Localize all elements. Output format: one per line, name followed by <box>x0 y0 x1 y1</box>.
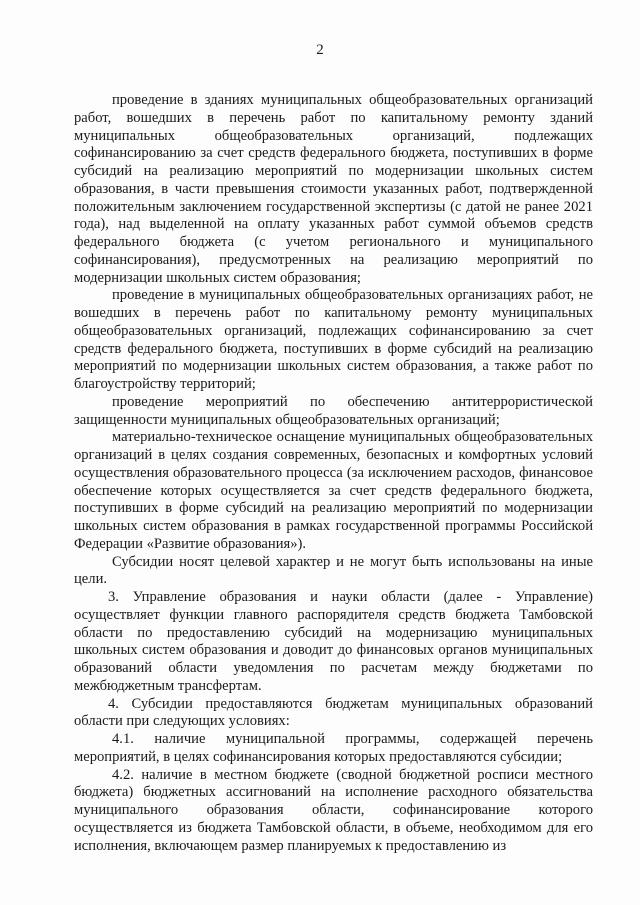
paragraph-non-listed-works: проведение в муниципальных общеобразовательных организациях работ, не вошедших в перечень работ по капитальному ремонту муниципальных общеобразовательных организаций, подлежащих софинансированию за счет средств федерального бюджета, поступивших в форме субсидий на реализацию мероприятий по модернизации школьных систем образования, а также работ по благоустройству территорий; <box>74 287 593 392</box>
paragraph-antiterror-measures: проведение мероприятий по обеспечению антитеррористической защищенности муниципальных общеобразовательных организаций; <box>74 393 593 428</box>
paragraph-item-4-1: 4.1. наличие муниципальной программы, содержащей перечень мероприятий, в целях софинансирования которых предоставляются субсидии; <box>74 731 593 765</box>
paragraph-item-4-2: 4.2. наличие в местном бюджете (сводной бюджетной росписи местного бюджета) бюджетных ассигнований на исполнение расходного обязательства муниципального образования области, софинансирование которого осуществляется из бюджета Тамбовской области, в объеме, необходимом для его исполнения, включающем размер планируемых к предоставлению из <box>74 766 593 854</box>
paragraph-material-equipment: материально-техническое оснащение муниципальных общеобразовательных организаций в целях создания современных, безопасных и комфортных условий осуществления образовательного процесса (за исключением расходов, финансовое обеспечение которых осуществляется за счет средств федерального бюджета, поступивших в форме субсидий на реализацию мероприятий по модернизации школьных систем образования в рамках государственной программы Российской Федерации «Развитие образования»). <box>74 429 593 552</box>
paragraph-capital-repair-overrun: проведение в зданиях муниципальных общеобразовательных организаций работ, вошедших в перечень работ по капитальному ремонту зданий муниципальных общеобразовательных организаций, подлежащих софинансированию за счет средств федерального бюджета, поступивших в форме субсидий на реализацию мероприятий по модернизации школьных систем образования, в части превышения стоимости указанных работ, подтвержденной положительным заключением государственной экспертизы (с датой не ранее 2021 года), над выделенной на оплату указанных работ суммой объемов средств федерального бюджета (с учетом регионального и муниципального софинансирования), предусмотренных на реализацию мероприятий по модернизации школьных систем образования; <box>74 92 593 286</box>
paragraph-item-3-administration: 3. Управление образования и науки области (далее - Управление) осуществляет функции главного распорядителя средств бюджета Тамбовской области по предоставлению субсидий на модернизацию муниципальных школьных систем образования и доводит до финансовых органов муниципальных образований области уведомления по расчетам между бюджетами по межбюджетным трансфертам. <box>74 589 593 694</box>
page-number: 2 <box>316 42 324 58</box>
paragraph-subsidy-purpose: Субсидии носят целевой характер и не могут быть использованы на иные цели. <box>74 553 593 588</box>
document-body <box>74 92 593 855</box>
paragraph-item-4-conditions: 4. Субсидии предоставляются бюджетам муниципальных образований области при следующих условиях: <box>74 695 593 730</box>
